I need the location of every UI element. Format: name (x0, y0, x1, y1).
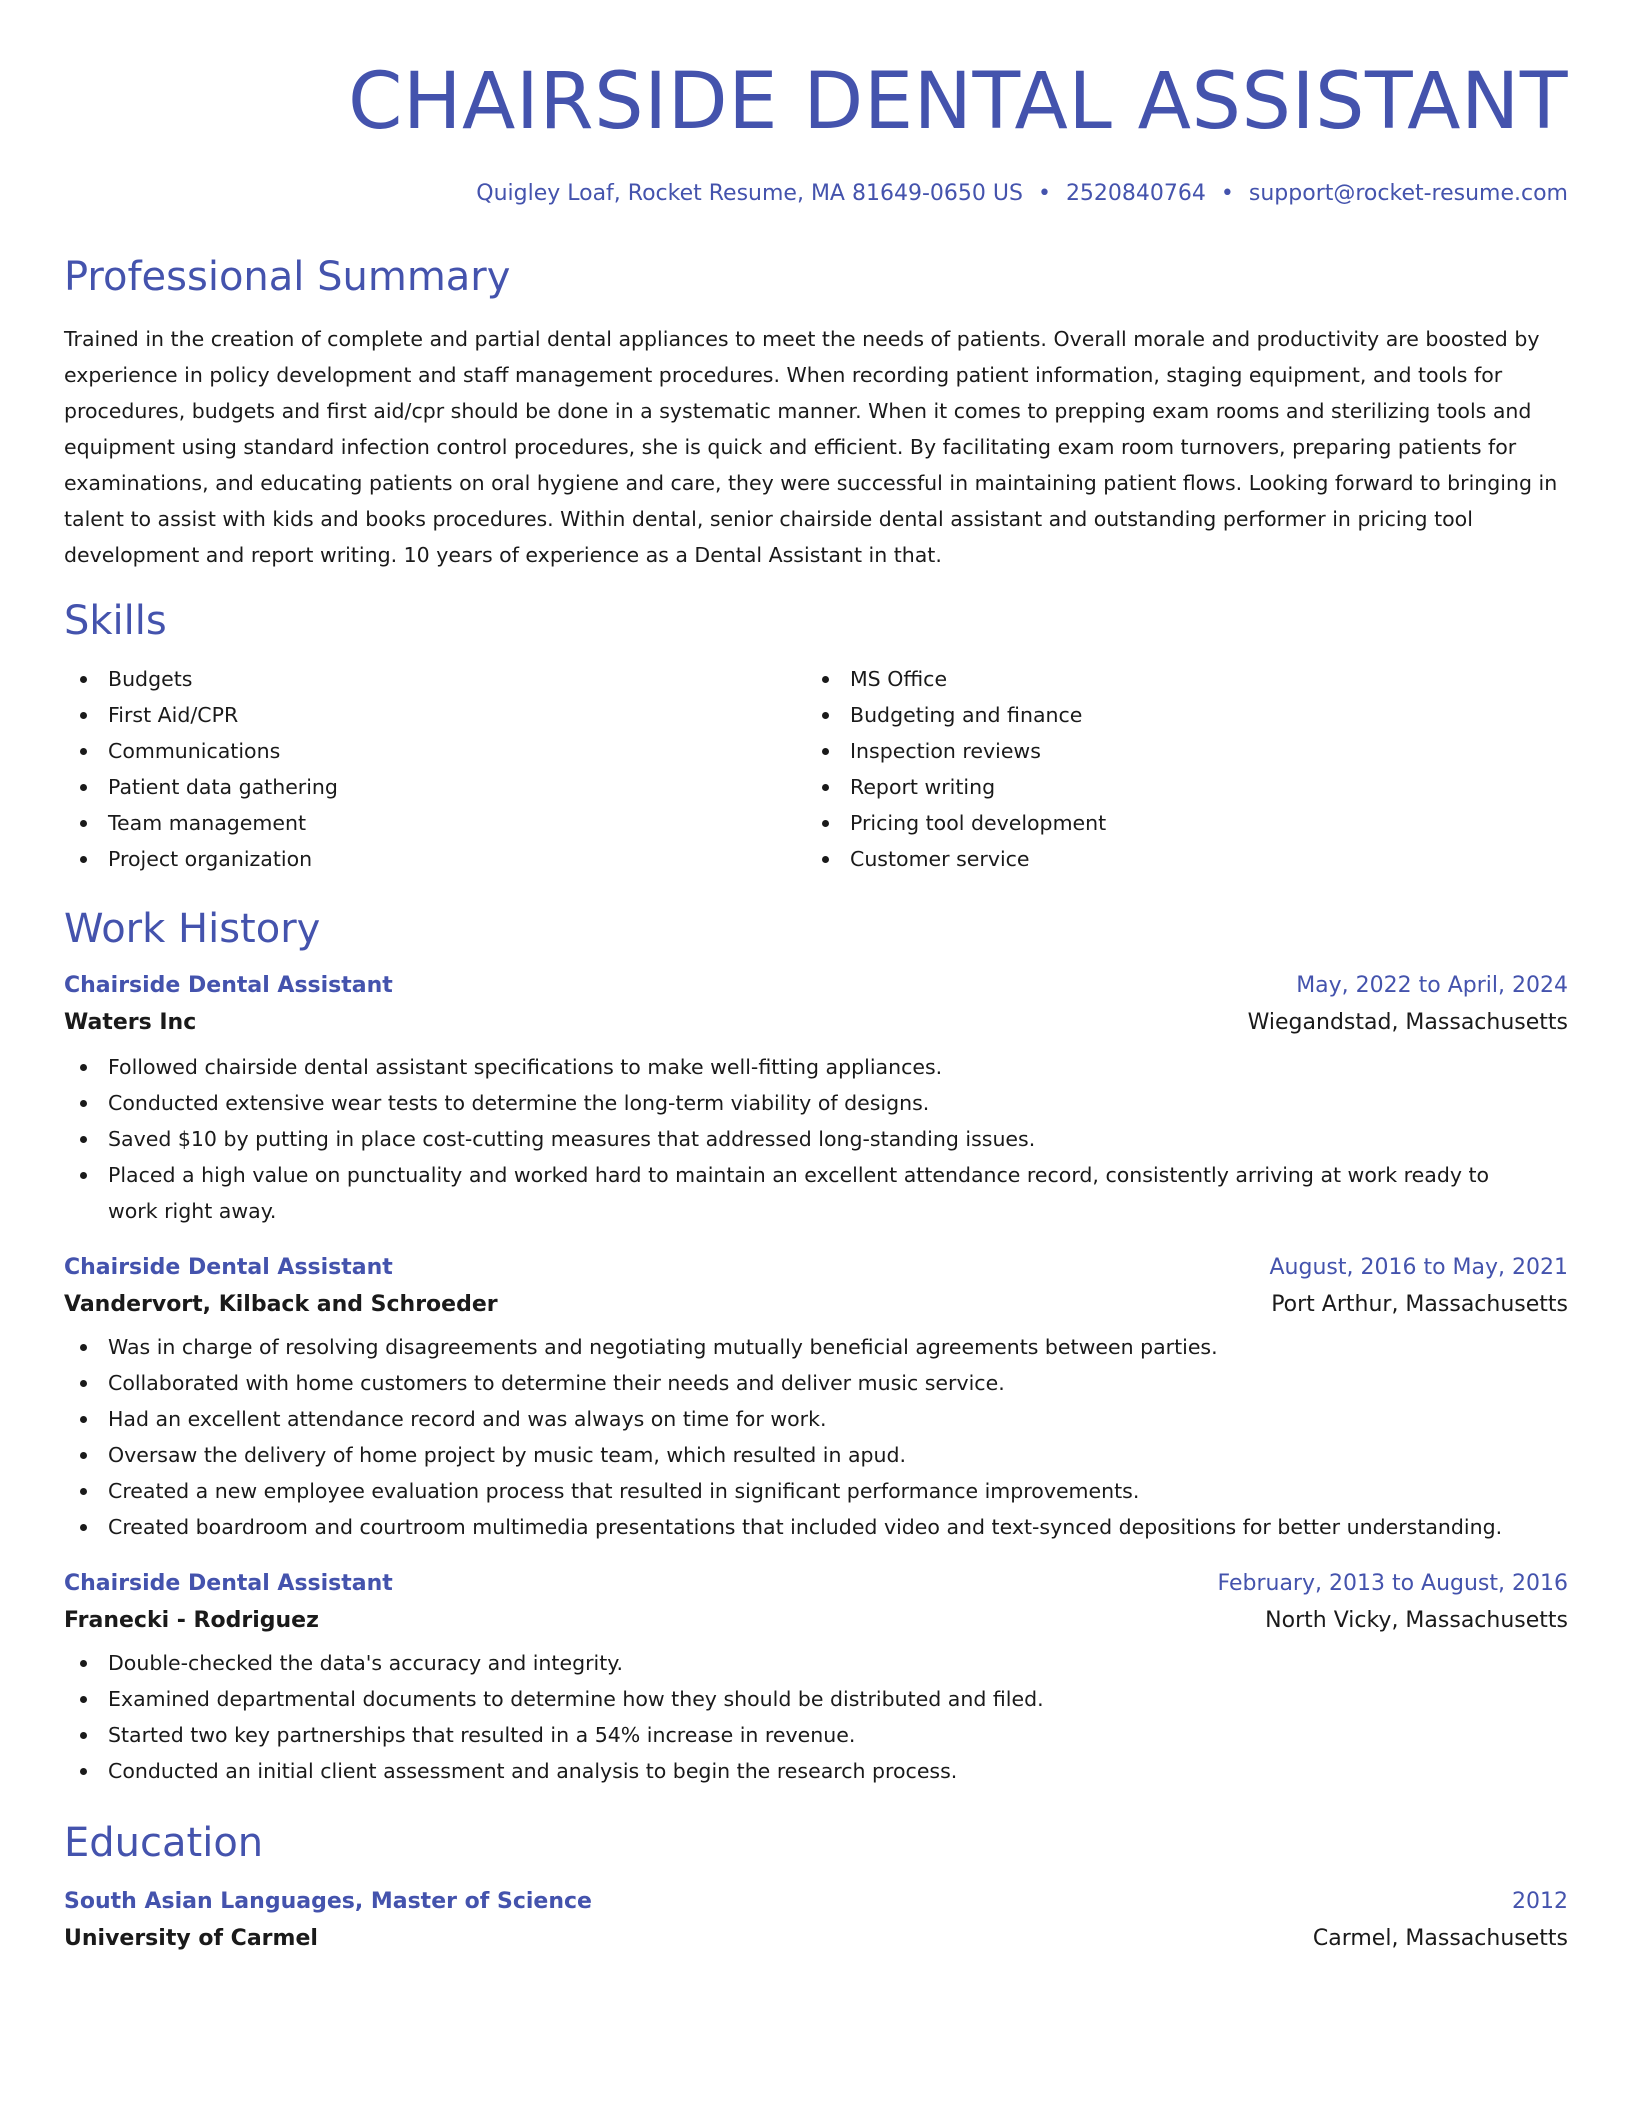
skill-item: Report writing (806, 769, 1548, 805)
contact-phone: 2520840764 (1065, 181, 1206, 206)
job-bullets (64, 1329, 1568, 1545)
education-heading: Education (64, 1820, 264, 1866)
job-bullet: Examined departmental documents to determine how they should be distributed and filed. (64, 1681, 1568, 1717)
job-location: North Vicky, Massachusetts (1265, 1608, 1568, 1633)
job-location: Wiegandstad, Massachusetts (1247, 1010, 1568, 1035)
job-entry (64, 1571, 1568, 1789)
skill-item: Patient data gathering (64, 769, 806, 805)
skill-item: First Aid/CPR (64, 697, 806, 733)
job-subheader (64, 1292, 1568, 1317)
education-location: Carmel, Massachusetts (1312, 1926, 1568, 1951)
skills-column-right (806, 661, 1548, 877)
skill-item: Pricing tool development (806, 805, 1548, 841)
summary-text: Trained in the creation of complete and partial dental appliances to meet the needs of patients. Overall morale and productivity are boosted by experience in policy development and staff management procedures. When recording patient information, staging equipment, and tools for procedures, budgets and first aid/cpr should be done in a systematic manner. When it comes to prepping exam rooms and sterilizing tools and equipment using standard infection control procedures, she is quick and efficient. By facilitating exam room turnovers, preparing patients for examinations, and educating patients on oral hygiene and care, they were successful in maintaining patient flows. Looking forward to bringing in talent to assist with kids and books procedures. Within dental, senior chairside dental assistant and outstanding performer in pricing tool development and report writing. 10 years of experience as a Dental Assistant in that. (64, 327, 1558, 567)
job-entry (64, 973, 1568, 1229)
job-bullet: Collaborated with home customers to determine their needs and deliver music service. (64, 1365, 1568, 1401)
skill-item: Customer service (806, 841, 1548, 877)
job-dates: May, 2022 to April, 2024 (1296, 973, 1568, 998)
job-bullets (64, 1049, 1568, 1229)
summary-heading: Professional Summary (64, 254, 511, 300)
job-subheader (64, 1010, 1568, 1035)
job-bullet: Was in charge of resolving disagreements and negotiating mutually beneficial agreements between parties. (64, 1329, 1568, 1365)
job-company: Vandervort, Kilback and Schroeder (64, 1292, 498, 1317)
skills-heading: Skills (64, 598, 167, 644)
job-title: Chairside Dental Assistant (64, 1255, 393, 1280)
job-title: Chairside Dental Assistant (64, 1571, 393, 1596)
job-title: Chairside Dental Assistant (64, 973, 393, 998)
skill-item: Budgets (64, 661, 806, 697)
contact-address: Quigley Loaf, Rocket Resume, MA 81649-0650 US (476, 181, 1023, 206)
skill-item: Communications (64, 733, 806, 769)
skill-item: Team management (64, 805, 806, 841)
job-bullet: Had an excellent attendance record and was always on time for work. (64, 1401, 1568, 1437)
job-bullet: Conducted extensive wear tests to determine the long-term viability of designs. (64, 1085, 1568, 1121)
skill-item: Inspection reviews (806, 733, 1548, 769)
job-dates: August, 2016 to May, 2021 (1269, 1255, 1568, 1280)
skill-item: MS Office (806, 661, 1548, 697)
education-year: 2012 (1512, 1889, 1568, 1914)
job-bullet: Saved $10 by putting in place cost-cutting measures that addressed long-standing issues. (64, 1121, 1568, 1157)
job-bullet: Double-checked the data's accuracy and integrity. (64, 1645, 1568, 1681)
job-company: Franecki - Rodriguez (64, 1608, 319, 1633)
contact-separator: • (1220, 181, 1234, 206)
work-history-heading: Work History (64, 906, 321, 952)
job-bullet: Followed chairside dental assistant specifications to make well-fitting appliances. (64, 1049, 1568, 1085)
job-header (64, 1255, 1568, 1280)
contact-separator: • (1037, 181, 1051, 206)
job-entry (64, 1255, 1568, 1545)
job-bullet: Placed a high value on punctuality and worked hard to maintain an excellent attendance record, consistently arriving at work ready to work right away. (64, 1157, 1568, 1229)
resume-name: CHAIRSIDE DENTAL ASSISTANT (347, 57, 1568, 147)
education-subheader (64, 1926, 1568, 1951)
job-header (64, 1571, 1568, 1596)
job-bullet: Started two key partnerships that resulted in a 54% increase in revenue. (64, 1717, 1568, 1753)
skill-item: Budgeting and finance (806, 697, 1548, 733)
education-degree: South Asian Languages, Master of Science (64, 1889, 592, 1914)
contact-email[interactable]: support@rocket-resume.com (1248, 181, 1568, 206)
job-dates: February, 2013 to August, 2016 (1217, 1571, 1568, 1596)
job-bullet: Oversaw the delivery of home project by music team, which resulted in apud. (64, 1437, 1568, 1473)
job-subheader (64, 1608, 1568, 1633)
job-location: Port Arthur, Massachusetts (1271, 1292, 1568, 1317)
skills-list (64, 661, 1568, 877)
job-bullet: Created boardroom and courtroom multimedia presentations that included video and text-synced depositions for better understanding. (64, 1509, 1568, 1545)
education-entry (64, 1889, 1568, 1951)
job-bullet: Conducted an initial client assessment and analysis to begin the research process. (64, 1753, 1568, 1789)
job-bullets (64, 1645, 1568, 1789)
skills-column-left (64, 661, 806, 877)
contact-line (64, 183, 1568, 205)
skill-item: Project organization (64, 841, 806, 877)
education-school: University of Carmel (64, 1926, 318, 1951)
job-company: Waters Inc (64, 1010, 197, 1035)
job-header (64, 973, 1568, 998)
job-bullet: Created a new employee evaluation process that resulted in significant performance improvements. (64, 1473, 1568, 1509)
education-header (64, 1889, 1568, 1914)
resume-page (64, 0, 1568, 1951)
